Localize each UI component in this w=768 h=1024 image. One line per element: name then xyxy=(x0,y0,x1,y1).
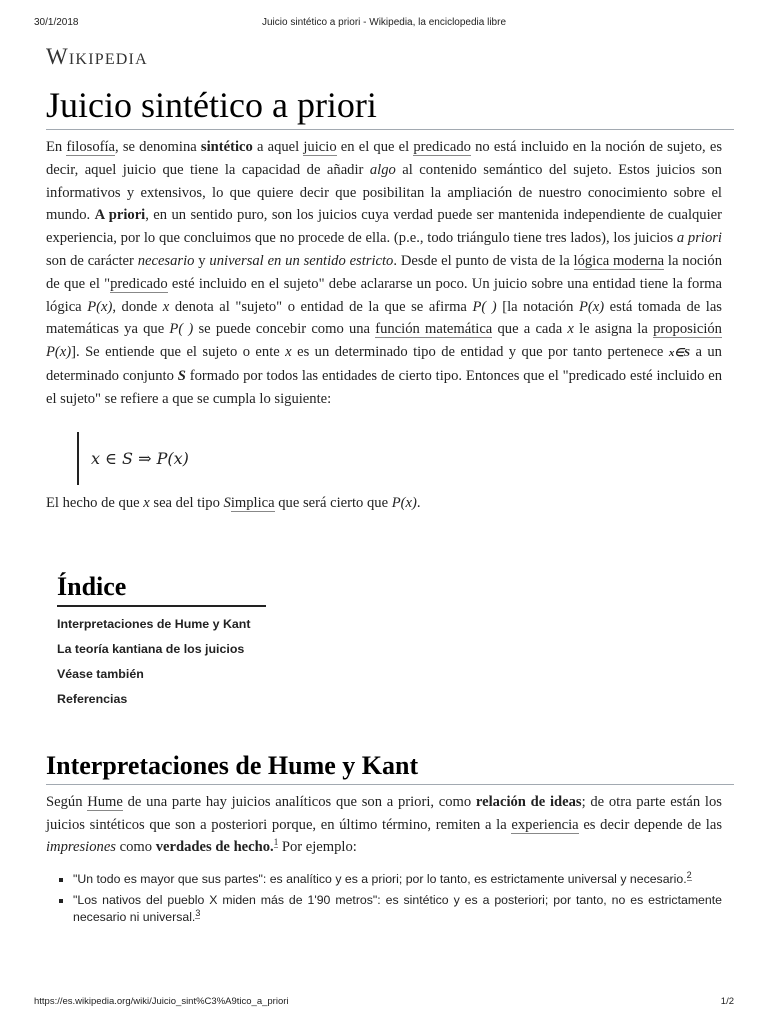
formula-explanation: El hecho de que x sea del tipo Simplica que será cierto que P(x). xyxy=(46,495,421,511)
math-formula: x ∈ S ⇒ P(x) xyxy=(77,432,189,485)
link-hume[interactable]: Hume xyxy=(87,794,123,810)
reference-3[interactable]: 3 xyxy=(195,907,201,918)
examples-list xyxy=(57,871,722,930)
section-paragraph: Según Hume de una parte hay juicios analíticos que son a priori, como relación de ideas; de otra parte están los juicios sintéticos que son a posteriori porque, en último término, remiten a la experiencia es decir depende de las impresiones como verdades de hecho.$^1$ Por ejemplo: xyxy=(46,794,722,856)
title-divider xyxy=(46,129,734,130)
link-implica[interactable]: implica xyxy=(230,495,275,511)
page-url: https://es.wikipedia.org/wiki/Juicio_sint%C3%A9tico_a_priori xyxy=(34,996,289,1007)
link-predicado[interactable]: predicado xyxy=(413,139,471,155)
list-item: "Un todo es mayor que sus partes": es analítico y es a priori; por lo tanto, es estrictamente universal y necesario.$^2$ xyxy=(57,871,722,888)
reference-1[interactable]: 1 xyxy=(273,837,279,848)
toc-divider xyxy=(57,605,266,607)
print-title: Juicio sintético a priori - Wikipedia, la enciclopedia libre xyxy=(262,17,506,28)
print-header xyxy=(34,17,734,31)
print-date: 30/1/2018 xyxy=(34,17,79,28)
toc-item[interactable]: Interpretaciones de Hume y Kant xyxy=(57,617,251,631)
reference-2[interactable]: 2 xyxy=(686,869,692,880)
page-title: Juicio sintético a priori xyxy=(46,85,377,125)
toc-item[interactable]: La teoría kantiana de los juicios xyxy=(57,642,245,656)
link-proposicion[interactable]: proposición xyxy=(653,321,722,338)
link-predicado-2[interactable]: predicado xyxy=(110,275,168,292)
section-heading: Interpretaciones de Hume y Kant xyxy=(46,751,419,780)
link-filosofia[interactable]: filosofía xyxy=(66,139,116,155)
print-footer xyxy=(34,996,734,1010)
toc-item[interactable]: Referencias xyxy=(57,692,128,706)
list-item: "Los nativos del pueblo X miden más de 1'90 metros": es sintético y es a posteriori; por tanto, no es estrictamente necesario ni universal.$^3$ xyxy=(57,892,722,926)
page-number: 1/2 xyxy=(720,996,734,1007)
link-funcion-matematica[interactable]: función matemática xyxy=(375,321,493,338)
lead-paragraph: En filosofía, se denomina sintético a aquel juicio en el que el predicado no está incluido en la noción de sujeto, es decir, aquel juicio que tiene la capacidad de añadir algo al contenido semántico del sujeto. Estos juicios son informativos y extensivos, lo que quiere decir que posibilitan la ampliación de nuestro conocimiento sobre el mundo. A priori, en un sentido puro, son los juicios cuya verdad puede ser mantenida independiente de cualquier experiencia, por lo que concluimos que no procede de ella. (p.e., todo triángulo tiene tres lados), los juicios a priori son de carácter necesario y universal en un sentido estricto. Desde el punto de vista de la lógica moderna la noción de que el "predicado esté incluido en el sujeto" debe aclararse un poco. Un juicio sobre una entidad tiene la forma lógica P(x), donde x denota al "sujeto" o entidad de la que se afirma P( ) [la notación P(x) está tomada de las matemáticas ya que P( ) se puede concebir como una función matemática que a cada x le asigna la proposición P(x)]. Se entiende que el sujeto o ente x es un determinado tipo de entidad y que por tanto pertenece x∈S a un determinado conjunto S formado por todos las entidades de cierto tipo. Entonces que el "predicado esté incluido en el sujeto" se refiere a que se cumpla lo siguiente: xyxy=(46,139,723,407)
link-logica-moderna[interactable]: lógica moderna xyxy=(573,252,665,269)
toc-item[interactable]: Véase también xyxy=(57,667,144,681)
toc-title: Índice xyxy=(57,572,127,601)
link-juicio[interactable]: juicio xyxy=(303,139,337,155)
link-experiencia[interactable]: experiencia xyxy=(511,816,579,833)
wikipedia-logo[interactable]: Wikipedia xyxy=(46,44,148,69)
section-divider xyxy=(46,784,734,785)
table-of-contents xyxy=(57,615,250,715)
